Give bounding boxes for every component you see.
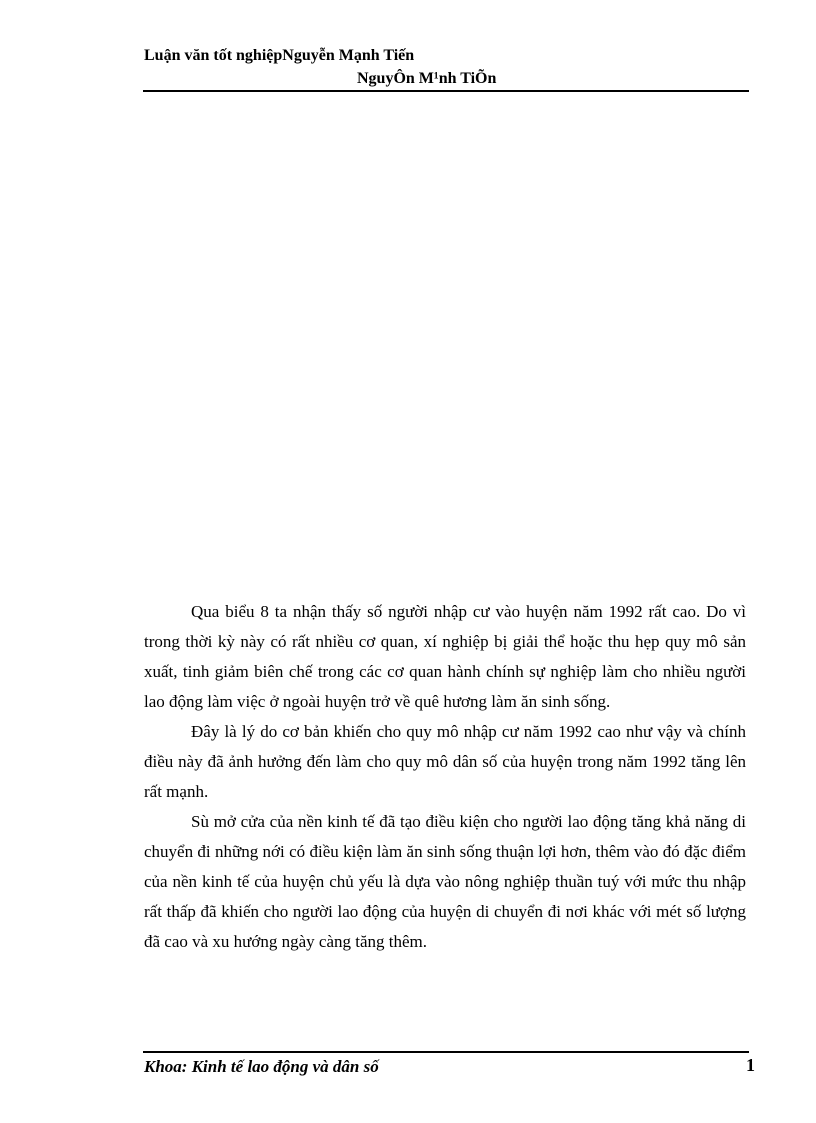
paragraph-2: Đây là lý do cơ bản khiến cho quy mô nhập cư năm 1992 cao như vậy và chính điều này đã ảnh hưởng đến làm cho quy mô dân số của huyện trong năm 1992 tăng lên rất mạnh. xyxy=(144,722,746,801)
footer-divider xyxy=(143,1051,749,1053)
body-text xyxy=(144,597,746,957)
paragraph-3: Sù mở cửa của nền kinh tế đã tạo điều kiện cho người lao động tăng khả năng di chuyển đi những nới có điều kiện làm ăn sinh sống thuận lợi hơn, thêm vào đó đặc điểm của nền kinh tế của huyện chủ yếu là dựa vào nông nghiệp thuần tuý với mức thu nhập rất thấp đã khiến cho người lao động của huyện di chuyển đi nơi khác với mét số lượng đã cao và xu hướng ngày càng tăng thêm. xyxy=(144,812,746,951)
paragraph-1: Qua biểu 8 ta nhận thấy số người nhập cư vào huyện năm 1992 rất cao. Do vì trong thời kỳ này có rất nhiều cơ quan, xí nghiệp bị giải thể hoặc thu hẹp quy mô sản xuất, tinh giảm biên chế trong các cơ quan hành chính sự nghiệp làm cho nhiều người lao động làm việc ở ngoài huyện trở về quê hương làm ăn sinh sống. xyxy=(144,602,746,711)
page-number: 1 xyxy=(746,1055,755,1075)
header-author-legacy-encoding: NguyÔn M¹nh TiÕn xyxy=(357,70,497,87)
footer-department: Khoa: Kinh tế lao động và dân số xyxy=(144,1057,379,1076)
header-title: Luận văn tốt nghiệpNguyễn Mạnh Tiến xyxy=(144,47,415,64)
header-divider xyxy=(143,90,749,92)
